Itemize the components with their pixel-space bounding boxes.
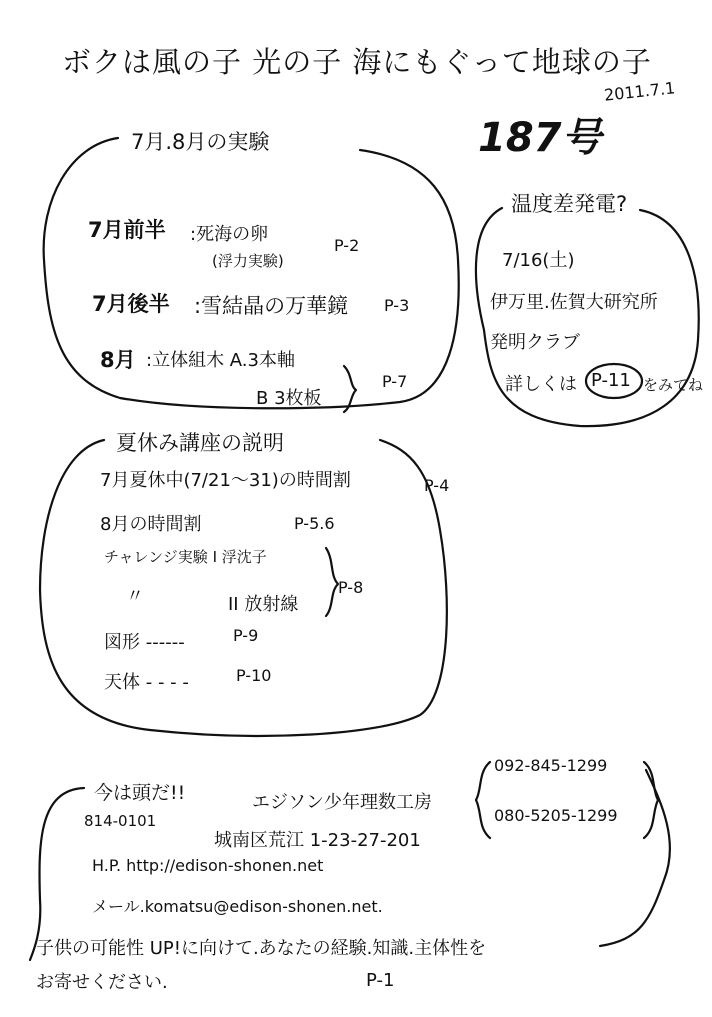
- sidebar-detail-prefix: 詳しくは: [505, 374, 577, 395]
- postal-code: 814-0101: [84, 812, 157, 830]
- challenge-page: P-8: [338, 578, 364, 597]
- exp-topic-2: :雪結晶の万華鏡: [194, 294, 349, 318]
- summer-row-1: 7月夏休中(7/21〜31)の時間割: [100, 470, 351, 491]
- sidebar-detail-suffix: をみてね: [643, 376, 704, 394]
- exp-page-1: P-2: [334, 236, 360, 255]
- summer-row-3: チャレンジ実験 I 浮沈子: [104, 548, 267, 566]
- address: 城南区荒江 1-23-27-201: [214, 830, 421, 851]
- exp-topic-1: :死海の卵: [190, 224, 269, 245]
- phone-1: 092-845-1299: [494, 756, 608, 775]
- sidebar-detail-page: P-11: [591, 370, 631, 391]
- exp-page-2: P-3: [384, 296, 410, 315]
- summer-row-2: 8月の時間割: [100, 514, 202, 535]
- homepage-url: H.P. http://edison-shonen.net: [92, 856, 324, 875]
- phone-brace: [476, 762, 490, 838]
- sidebar-date: 7/16(土): [502, 250, 575, 271]
- org-name: エジソン少年理数工房: [252, 792, 432, 813]
- challenge-brace: [326, 548, 338, 616]
- exp-topic-3: :立体組木 A.3本軸: [146, 350, 295, 371]
- phone-brace-right: [644, 762, 658, 838]
- footer-heading: 今は頭だ!!: [88, 778, 191, 805]
- footer-message-2: お寄せください.: [36, 972, 168, 993]
- summer-page-1: P-4: [424, 476, 450, 495]
- exp-page-3: P-7: [382, 372, 408, 391]
- sidebar-heading: 温度差発電?: [505, 188, 633, 218]
- summer-row-5: 図形 ------: [104, 632, 185, 653]
- newsletter-title: ボクは風の子 光の子 海にもぐって地球の子: [62, 45, 652, 79]
- summer-page-2: P-5.6: [294, 514, 335, 533]
- experiments-heading: 7月.8月の実験: [125, 126, 275, 156]
- footer-message-1: 子供の可能性 UP!に向けて.あなたの経験.知識.主体性を: [36, 938, 487, 959]
- exp-sub-1: (浮力実験): [212, 252, 284, 270]
- exp-sub-3: B 3枚板: [256, 388, 322, 409]
- summer-page-5: P-9: [233, 626, 259, 645]
- sidebar-club: 発明クラブ: [490, 332, 580, 353]
- summer-heading: 夏休み講座の説明: [110, 427, 290, 457]
- exp-month-1: 7月前半: [88, 218, 166, 242]
- summer-page-6: P-10: [236, 666, 272, 685]
- email-address: メール.komatsu@edison-shonen.net.: [92, 897, 383, 916]
- phone-2: 080-5205-1299: [494, 806, 618, 825]
- sidebar-place: 伊万里.佐賀大研究所: [490, 292, 658, 313]
- footer-brace: [600, 770, 670, 946]
- exp-month-3: 8月: [100, 348, 136, 372]
- summer-row-4: 〃: [126, 586, 144, 607]
- exp-month-2: 7月後半: [92, 292, 170, 316]
- summer-row-4-b: II 放射線: [228, 594, 299, 615]
- issue-date: 2011.7.1: [603, 78, 677, 105]
- issue-number: 187号: [478, 115, 602, 161]
- summer-row-6: 天体 - - - -: [104, 672, 189, 693]
- footer-page: P-1: [366, 970, 395, 991]
